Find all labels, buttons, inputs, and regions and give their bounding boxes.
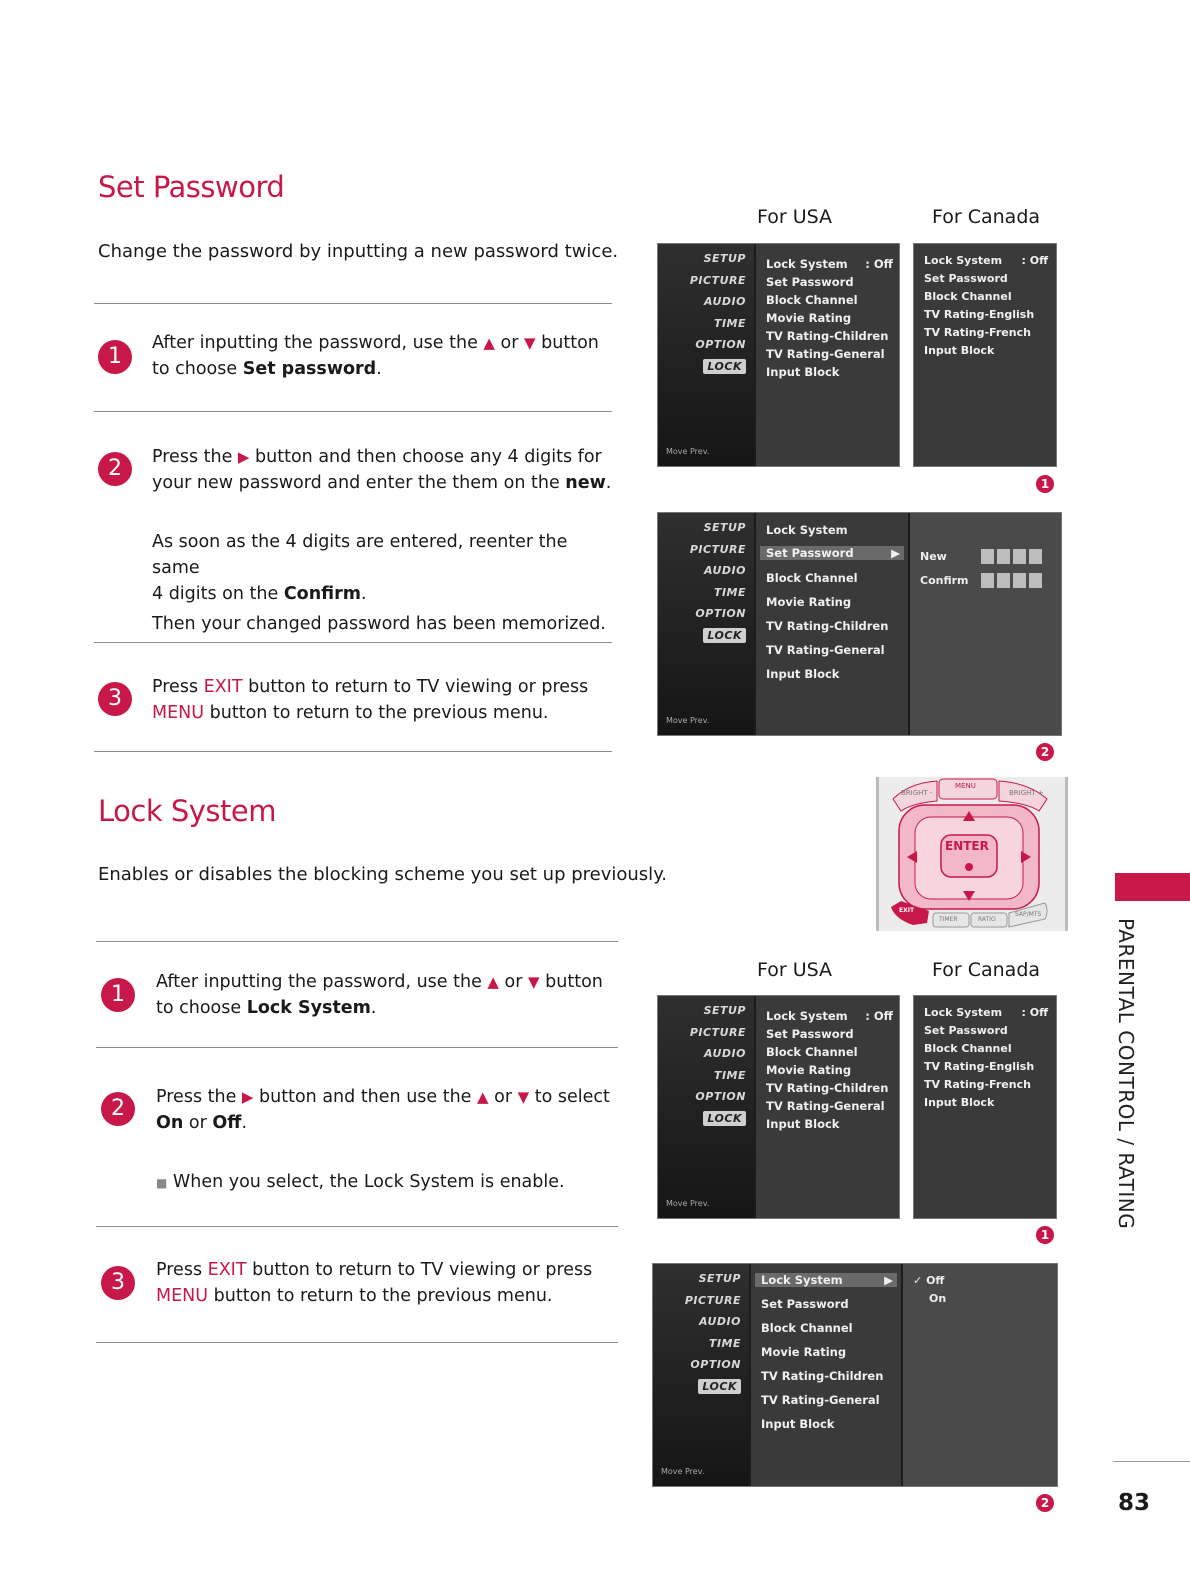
osd-side-item: AUDIO <box>703 564 746 577</box>
osd-row: Lock System : Off <box>924 254 1048 267</box>
new-label: New <box>920 549 947 563</box>
osd-row: Lock System : Off <box>766 257 893 271</box>
enter-key-label: ENTER <box>945 839 989 853</box>
divider <box>94 303 612 304</box>
osd-screen-lock-options <box>652 1263 1058 1487</box>
osd-side-item: TIME <box>713 317 746 330</box>
osd-options-panel <box>903 1264 1057 1486</box>
osd-side-item: PICTURE <box>689 543 746 556</box>
usa-label: For USA <box>757 959 833 981</box>
divider <box>96 941 618 942</box>
section-tab-label: PARENTAL CONTROL / RATING <box>1114 918 1138 1230</box>
step-number: 1 <box>98 340 132 374</box>
osd-row: Lock System : Off <box>766 1009 893 1023</box>
osd-password-panel <box>910 513 1061 735</box>
osd-row: TV Rating-Children <box>761 1369 884 1383</box>
osd-menu <box>756 996 899 1218</box>
option-off: ✓ Off <box>913 1274 945 1287</box>
divider <box>96 1226 618 1227</box>
step-text: Press the ▶ button and then choose any 4 digits for your new password and enter the them on the new. <box>152 447 612 493</box>
osd-menu <box>756 244 899 466</box>
divider <box>96 1047 618 1048</box>
osd-side-item: PICTURE <box>689 1026 746 1039</box>
step-text: After inputting the password, use the ▲ or ▼ button to choose Set password. <box>152 333 599 379</box>
osd-screen-usa <box>657 995 900 1219</box>
osd-side-menu <box>658 996 754 1218</box>
osd-side-item: AUDIO <box>703 295 746 308</box>
osd-row: Set Password <box>766 275 854 289</box>
page-number: 83 <box>1118 1490 1151 1516</box>
lock-system-intro: Enables or disables the blocking scheme you set up previously. <box>98 864 667 885</box>
osd-row: Movie Rating <box>766 595 852 609</box>
osd-side-menu <box>658 513 754 735</box>
osd-row: TV Rating-General <box>766 643 885 657</box>
canada-label: For Canada <box>932 959 1041 981</box>
step-number: 3 <box>101 1266 135 1300</box>
osd-side-item: PICTURE <box>689 274 746 287</box>
osd-side-item: OPTION <box>695 607 746 620</box>
osd-row: Input Block <box>766 365 840 379</box>
osd-row: Input Block <box>761 1417 835 1431</box>
step-text: After inputting the password, use the ▲ or ▼ button to choose Lock System. <box>156 972 603 1018</box>
osd-row: TV Rating-French <box>924 326 1031 339</box>
osd-menu <box>751 1264 901 1486</box>
osd-row: TV Rating-Children <box>766 1081 889 1095</box>
divider <box>94 751 612 752</box>
osd-row: Movie Rating <box>761 1345 847 1359</box>
remote-control <box>876 777 1068 931</box>
osd-side-item: OPTION <box>690 1358 741 1371</box>
step-number: 3 <box>98 682 132 716</box>
osd-row: Input Block <box>924 344 995 357</box>
osd-screen-usa <box>657 243 900 467</box>
figure-badge: 1 <box>1036 475 1054 493</box>
set-password-title: Set Password <box>98 170 285 204</box>
bright-minus-label: BRIGHT - <box>901 789 933 797</box>
step-text: Press EXIT button to return to TV viewing or press MENU button to return to the previous menu. <box>156 1260 593 1306</box>
osd-row: Input Block <box>766 667 840 681</box>
divider <box>94 411 612 412</box>
osd-row: Set Password <box>761 1297 849 1311</box>
osd-row: Input Block <box>766 1117 840 1131</box>
osd-footer: Move Prev. <box>661 1467 705 1476</box>
sap-key-label: SAP/MTS <box>1015 911 1042 918</box>
canada-label: For Canada <box>932 206 1041 228</box>
osd-side-item: SETUP <box>703 1004 746 1017</box>
step-number: 2 <box>98 452 132 486</box>
osd-row: Block Channel <box>766 293 858 307</box>
osd-side-item: TIME <box>708 1337 741 1350</box>
section-tab-marker <box>1115 873 1190 901</box>
osd-row: TV Rating-General <box>766 347 885 361</box>
figure-badge: 2 <box>1036 1494 1054 1512</box>
osd-row-selected: Lock System ▶ <box>755 1273 897 1287</box>
timer-key-label: TIMER <box>939 916 958 923</box>
osd-side-item: OPTION <box>695 1090 746 1103</box>
osd-row: TV Rating-General <box>766 1099 885 1113</box>
osd-footer: Move Prev. <box>666 447 710 456</box>
osd-row: Block Channel <box>924 1042 1012 1055</box>
osd-row: TV Rating-English <box>924 1060 1035 1073</box>
exit-key-label: EXIT <box>899 907 915 914</box>
osd-row: Set Password <box>924 1024 1008 1037</box>
menu-key-label: MENU <box>955 782 976 790</box>
osd-screen-canada <box>913 243 1057 467</box>
osd-row: Movie Rating <box>766 1063 852 1077</box>
figure-badge: 2 <box>1036 743 1054 761</box>
osd-screen-password <box>657 512 1062 736</box>
step-number: 2 <box>101 1092 135 1126</box>
step-detail: As soon as the 4 digits are entered, reenter the same 4 digits on the Confirm. Then your changed password has been memorized. <box>152 532 606 634</box>
step-number: 1 <box>101 978 135 1012</box>
confirm-label: Confirm <box>920 573 969 587</box>
osd-side-item-selected: LOCK <box>698 1379 741 1394</box>
bright-plus-label: BRIGHT + <box>1009 789 1044 797</box>
osd-row: Set Password <box>766 1027 854 1041</box>
step-text: Press the ▶ button and then use the ▲ or ▼ to select On or Off. <box>156 1087 610 1133</box>
osd-row: Set Password <box>924 272 1008 285</box>
osd-row: TV Rating-French <box>924 1078 1031 1091</box>
ratio-key-label: RATIO <box>978 916 996 923</box>
usa-label: For USA <box>757 206 833 228</box>
osd-row: Movie Rating <box>766 311 852 325</box>
osd-side-item: OPTION <box>695 338 746 351</box>
osd-row: Block Channel <box>924 290 1012 303</box>
osd-row-selected: Set Password ▶ <box>760 546 904 560</box>
osd-row: Block Channel <box>761 1321 853 1335</box>
osd-side-item-selected: LOCK <box>703 628 746 643</box>
check-icon: ✓ <box>913 1274 923 1287</box>
osd-side-item-selected: LOCK <box>703 359 746 374</box>
osd-footer: Move Prev. <box>666 1199 710 1208</box>
osd-row: TV Rating-Children <box>766 619 889 633</box>
osd-footer: Move Prev. <box>666 716 710 725</box>
osd-side-item: AUDIO <box>698 1315 741 1328</box>
osd-side-item: AUDIO <box>703 1047 746 1060</box>
osd-side-item: SETUP <box>698 1272 741 1285</box>
divider <box>96 1342 618 1343</box>
osd-row: Block Channel <box>766 1045 858 1059</box>
osd-side-item: SETUP <box>703 521 746 534</box>
osd-side-item: TIME <box>713 586 746 599</box>
osd-side-item-selected: LOCK <box>703 1111 746 1126</box>
step-text: Press EXIT button to return to TV viewing or press MENU button to return to the previous menu. <box>152 677 589 723</box>
osd-side-item: PICTURE <box>684 1294 741 1307</box>
lock-system-title: Lock System <box>98 794 276 828</box>
osd-row: Lock System <box>766 523 848 537</box>
osd-row: Input Block <box>924 1096 995 1109</box>
osd-row: Block Channel <box>766 571 858 585</box>
osd-side-menu <box>658 244 754 466</box>
figure-badge: 1 <box>1036 1226 1054 1244</box>
option-on: On <box>929 1292 947 1305</box>
divider <box>94 642 612 643</box>
osd-row: TV Rating-General <box>761 1393 880 1407</box>
divider <box>1113 1461 1190 1462</box>
osd-side-menu <box>653 1264 749 1486</box>
osd-side-item: SETUP <box>703 252 746 265</box>
osd-screen-canada <box>913 995 1057 1219</box>
osd-row: Lock System : Off <box>924 1006 1048 1019</box>
osd-row: TV Rating-Children <box>766 329 889 343</box>
osd-menu <box>756 513 908 735</box>
osd-side-item: TIME <box>713 1069 746 1082</box>
osd-row: TV Rating-English <box>924 308 1035 321</box>
step-note: ■ When you select, the Lock System is enable. <box>156 1172 565 1192</box>
set-password-intro: Change the password by inputting a new password twice. <box>98 241 619 262</box>
